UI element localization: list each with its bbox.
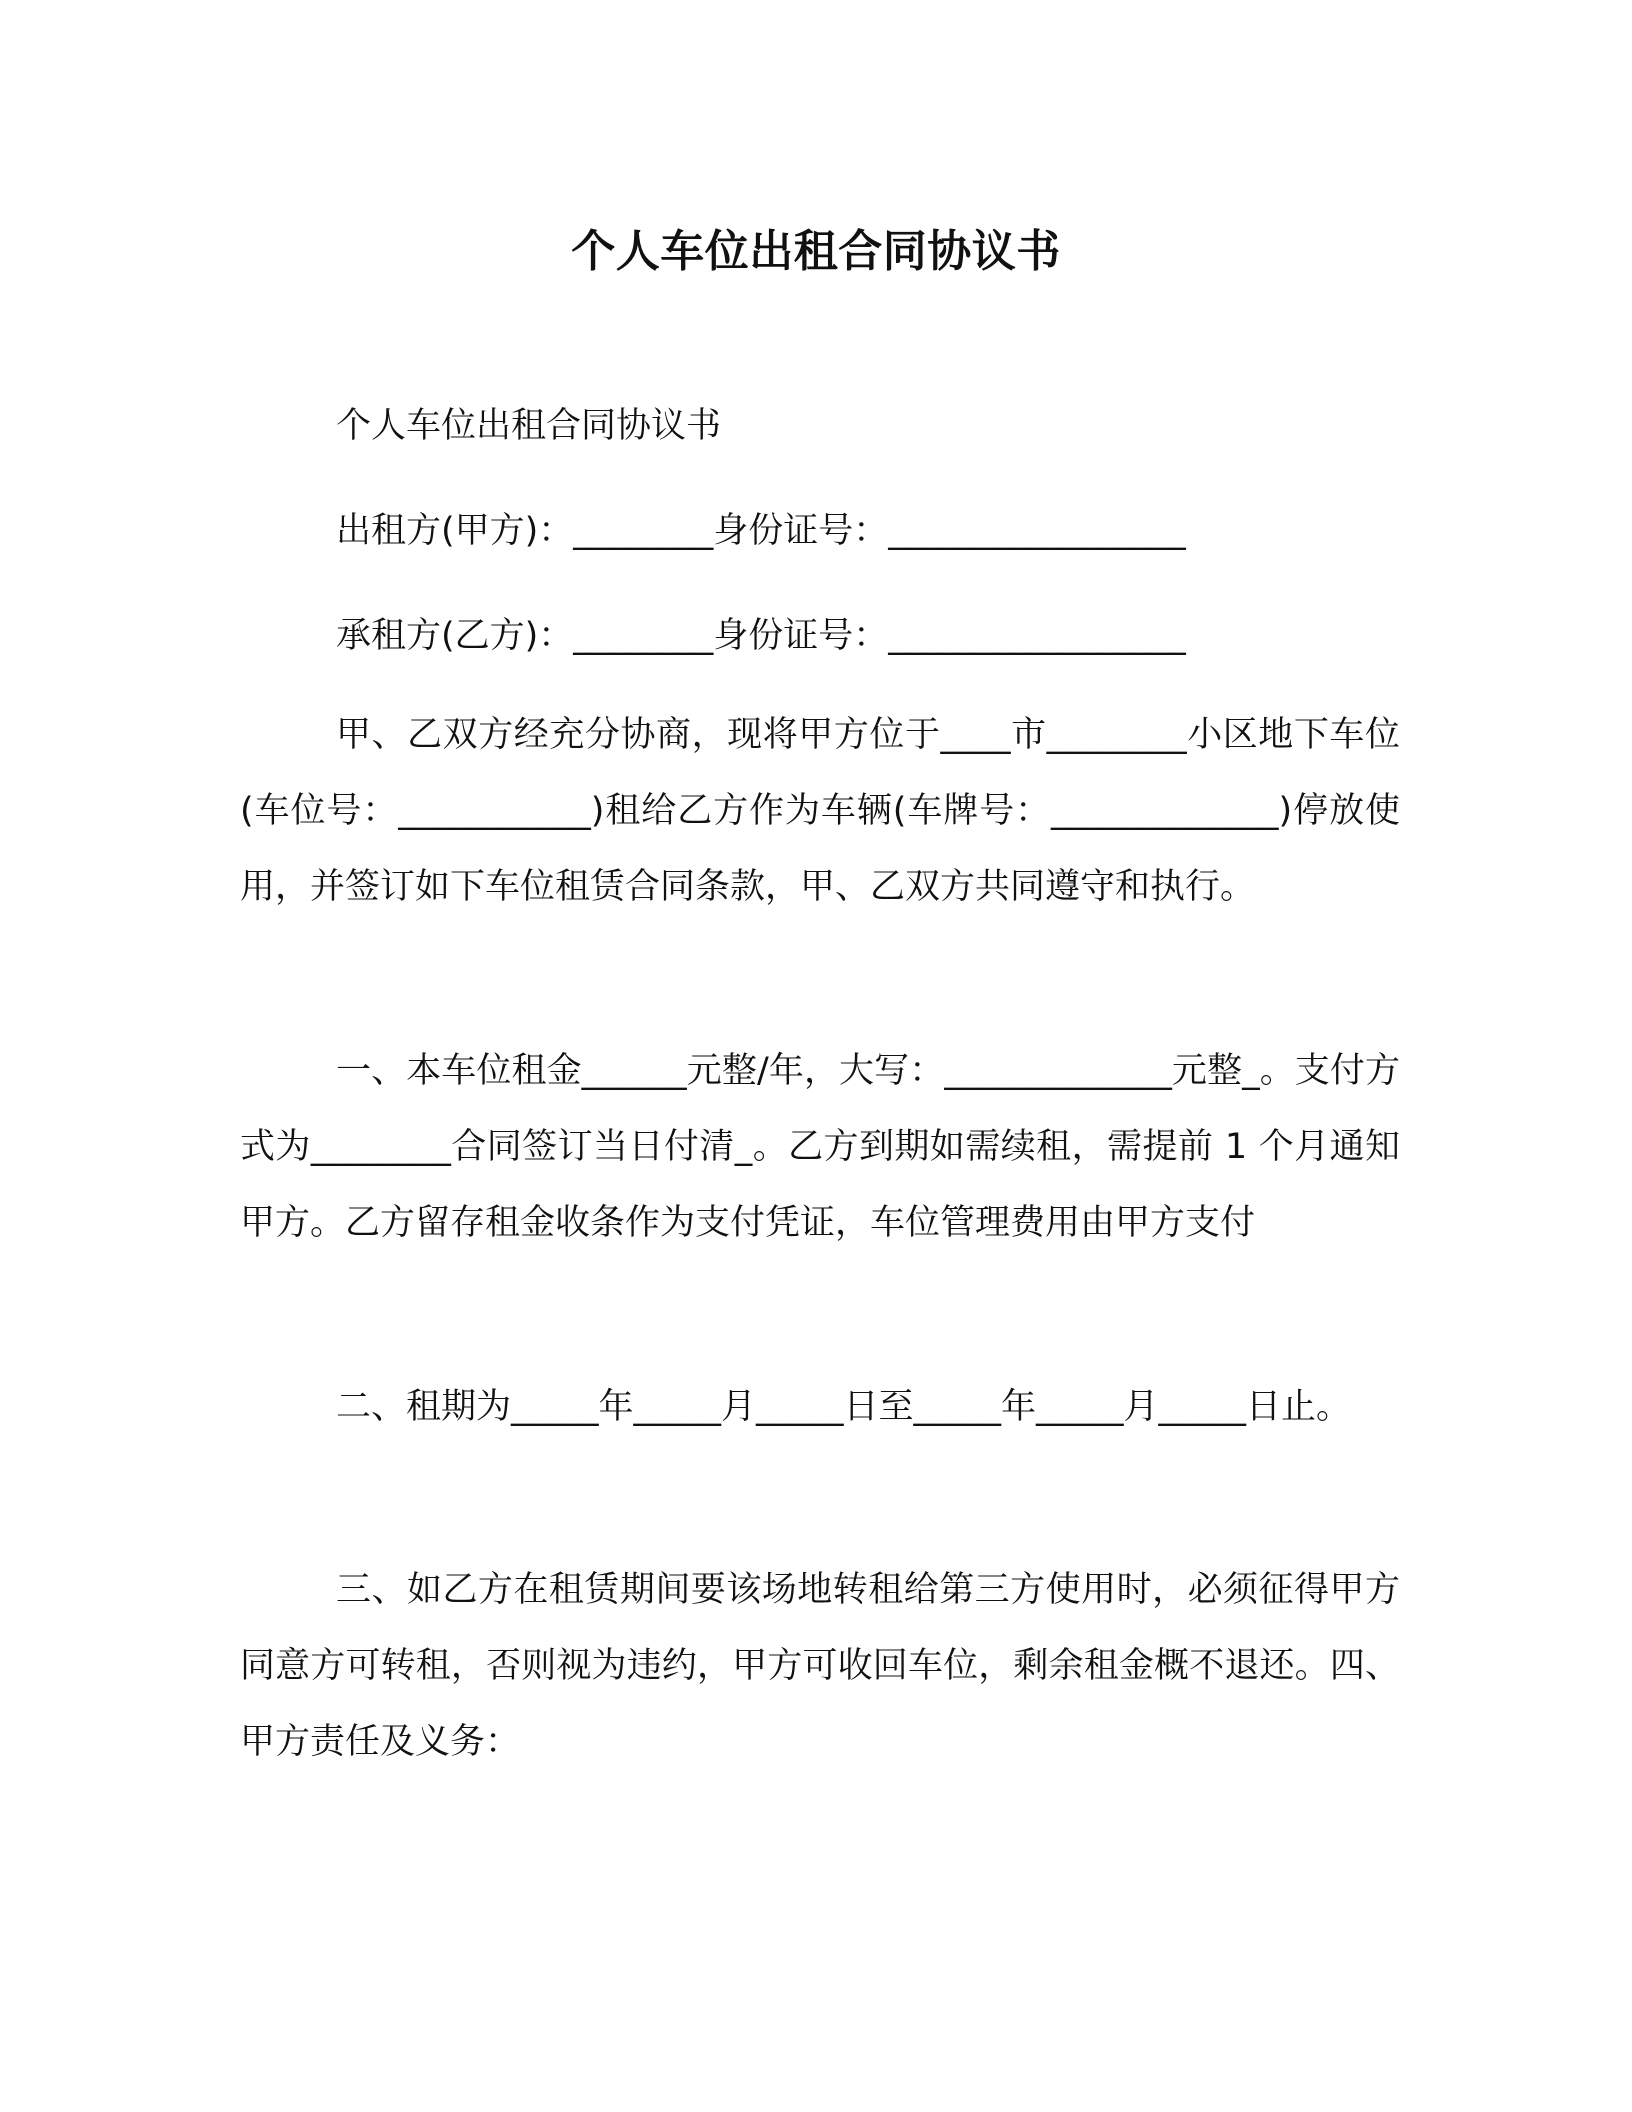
clause-3-text: 三、如乙方在租赁期间要该场地转租给第三方使用时，必须征得甲方同意方可转租，否则视为违约，甲方可收回车位，剩余租金概不退还。四、甲方责任及义务： — [240, 1570, 1400, 1762]
lessee-text: 承租方(乙方)：________身份证号：_________________ — [336, 616, 1186, 656]
intro-paragraph — [240, 697, 1400, 925]
lessor-line — [240, 493, 1400, 569]
lessee-line — [240, 598, 1400, 674]
document-subtitle — [240, 388, 1400, 464]
clause-1-text: 一、本车位租金______元整/年，大写：_____________元整_。支付方式为________合同签订当日付清_。乙方到期如需续租，需提前 1 个月通知甲方。乙方留存租金收条作为支付凭证，车位管理费用由甲方支付 — [240, 1051, 1400, 1243]
lessor-text: 出租方(甲方)：________身份证号：_________________ — [336, 511, 1186, 551]
intro-text: 甲、乙双方经充分协商，现将甲方位于____市________小区地下车位(车位号：___________)租给乙方作为车辆(车牌号：_____________)停放使用，并签订如下车位租赁合同条款，甲、乙双方共同遵守和执行。 — [240, 715, 1400, 907]
clause-2-text: 二、租期为_____年_____月_____日至_____年_____月_____日止。 — [336, 1387, 1352, 1427]
clause-2 — [240, 1369, 1400, 1445]
clause-1 — [240, 1033, 1400, 1261]
document-title: 个人车位出租合同协议书 — [571, 226, 1061, 277]
subtitle-text: 个人车位出租合同协议书 — [336, 406, 722, 446]
clause-3 — [240, 1552, 1400, 1780]
